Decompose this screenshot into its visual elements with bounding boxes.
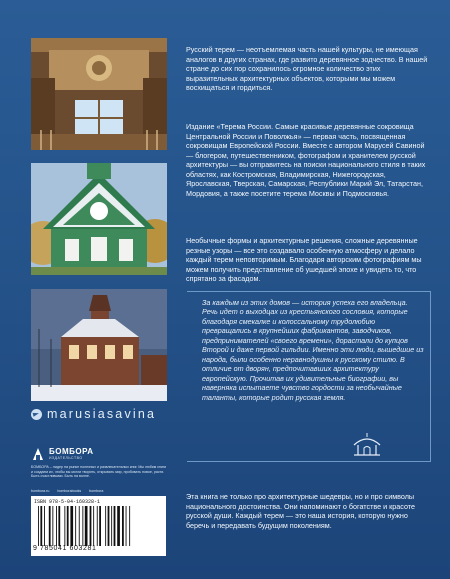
winter-terem-photo: [31, 289, 167, 401]
edition-paragraph: Издание «Терема России. Самые красивые деревянные сокровища Центральной России и Поволжья» — первая часть, посвященная сокровищам Европейской России. Вместе с автором Марусей Савиной — блогером, путешественником, фотографом и хранителем русской архитектуры — вы отправитесь на поиски национального стиля в таких областях, как Костромская, Владимирская, Нижегородская, Ярославская, Тверская, Самарская, Республики Марий Эл, Татарстан, Мордовия, а также посетите терема Москвы и Подмосковья.: [186, 122, 426, 198]
isbn-label: ISBN 978-5-04-160328-1: [34, 499, 101, 505]
interior-photo: [31, 38, 167, 150]
publisher-subtitle: ИЗДАТЕЛЬСТВО: [49, 456, 83, 460]
publisher-description: БОМБОРА – лидер на рынке полезных и развлекательных книг. Мы любим книги и создаем их, чтобы вы могли творить, открывать мир, пробовать новое, расти. Быть счастливыми. Быть на волне.: [31, 465, 167, 479]
quote-text: За каждым из этих домов — история успеха его владельца. Речь идет о выходцах из крестьянского сословия, которые благодаря смекалке и колоссальному трудолюбию превращались в крупнейших фабрикантов, заводчиков, предпринимателей «своего времени», дорастали до купцов Второй и даже первой гильдии. Именно эти люди, вышедшие из народа, были особенно неравнодушны к русскому стилю. В отличие от дворян, предпочитавших архитектуру европейскую. Прочитав их удивительные биографии, вы наверняка испытаете чувство гордости за необычайные таланты, которые родит русская земля.: [202, 298, 424, 402]
publisher-vk-link[interactable]: bomborabooks: [57, 489, 82, 493]
isbn-barcode-box: [31, 496, 166, 556]
author-handle[interactable]: [31, 407, 156, 421]
closing-paragraph: Эта книга не только про архитектурные шедевры, но и про символы национального достоинства. Они напоминают о богатстве и красоте русской души. Каждый терем — это наша история, которую нужно беречь и передавать будущим поколениям.: [186, 492, 416, 530]
architecture-paragraph: Необычные формы и архитектурные решения, сложные деревянные резные узоры — все это создавало особенную атмосферу и делало каждый терем неповторимым. Благодаря авторским фотографиям мы можем получить представление об ушедшей эпохе и увидеть то, что спрятано за фасадом.: [186, 236, 422, 284]
publisher-social-link[interactable]: bombora: [89, 489, 104, 493]
green-terem-photo: [31, 163, 167, 275]
publisher-site-link[interactable]: bombora.ru: [31, 489, 50, 493]
publisher-name: БОМБОРА: [49, 447, 94, 456]
barcode: [34, 506, 163, 546]
publisher-links: [31, 489, 103, 493]
intro-paragraph: Русский терем — неотъемлемая часть нашей культуры, не имеющая аналогов в других странах, где развито деревянное зодчество. В нашей стране до сих пор сохранилось огромное количество этих выразительных архитектурных объектов, которыми мы можем восхищаться и гордиться.: [186, 45, 428, 93]
telegram-icon: [31, 409, 42, 420]
author-handle-text: marusiasavina: [47, 407, 157, 421]
barcode-number: 9 785041 603281: [33, 545, 97, 552]
publisher-logo: [31, 446, 94, 462]
bombora-logo-icon: [31, 446, 45, 462]
ornament-icon: [352, 431, 382, 457]
